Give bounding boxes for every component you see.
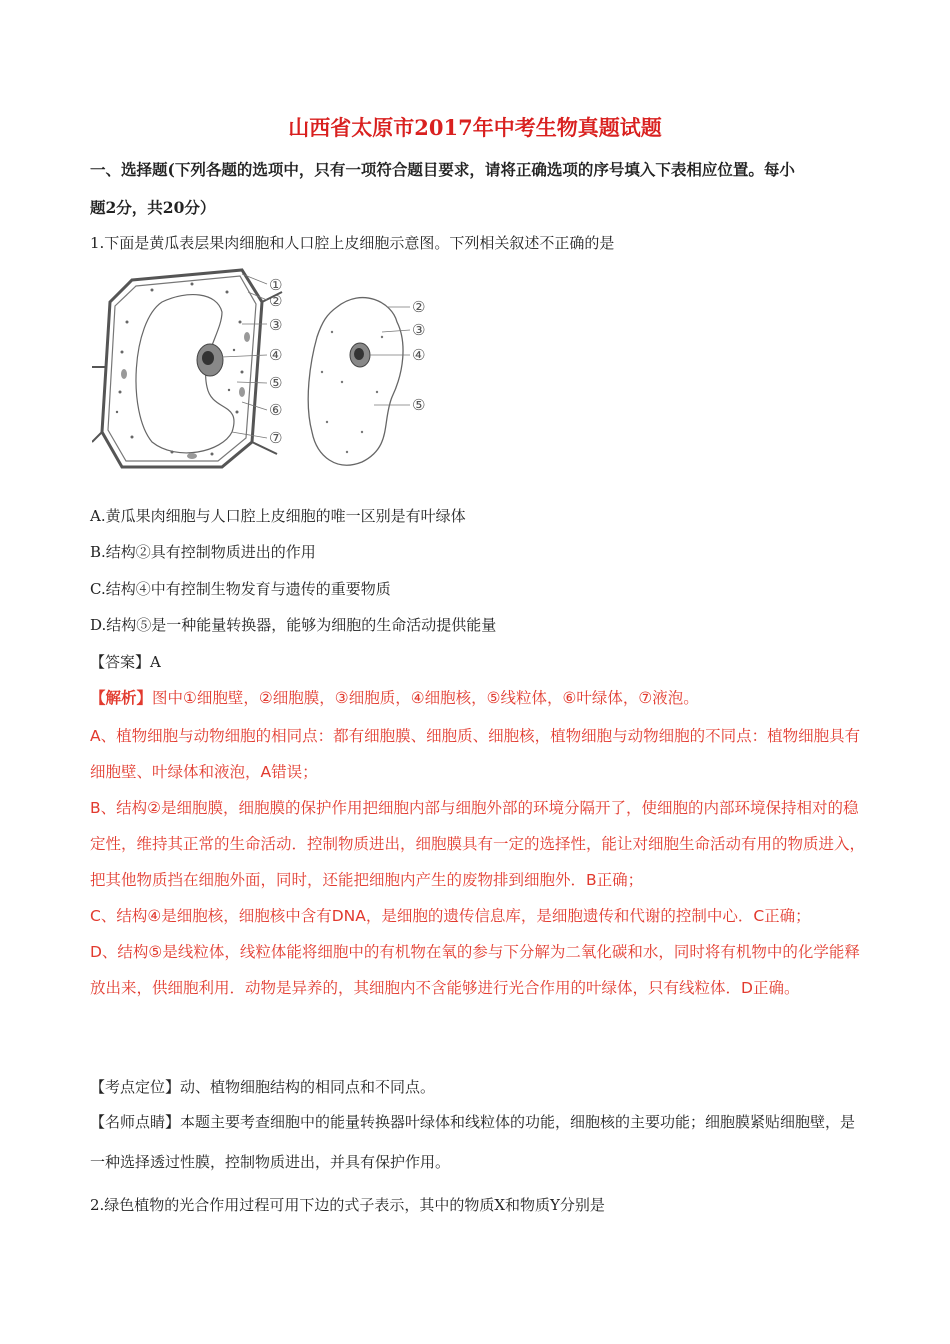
plant-cell-diagram: [92, 270, 282, 467]
analysis-c: C、结构④是细胞核，细胞核中含有DNA，是细胞的遗传信息库，是细胞遗传和代谢的控制中心．C正确；: [90, 907, 811, 925]
analysis-d: D、结构⑤是线粒体，线粒体能将细胞中的有机物在氧的参与下分解为二氧化碳和水，同时将有机物中的化学能释放出来，供细胞利用．动物是异养的，其细胞内不含能够进行光合作用的叶绿体，只有线粒体．D正确。: [90, 943, 860, 997]
section-heading-line1: 一、选择题(下列各题的选项中，只有一项符合题目要求，请将正确选项的序号填入下表相应位置。每小: [90, 160, 795, 179]
plant-label-5: ⑤: [269, 374, 283, 392]
analysis-intro-line: [90, 686, 699, 708]
animal-label-4: ④: [412, 346, 426, 364]
option-a: A.黄瓜果肉细胞与人口腔上皮细胞的唯一区别是有叶绿体: [90, 507, 466, 525]
cell-diagram-figure: [92, 262, 452, 477]
analysis-b: B、结构②是细胞膜，细胞膜的保护作用把细胞内部与细胞外部的环境分隔开了，使细胞的内部环境保持相对的稳定性，维持其正常的生命活动．控制物质进出，细胞膜具有一定的选择性，能让对细胞生命活动有用的物质进入，把其他物质挡在细胞外面，同时，还能把细胞内产生的废物排到细胞外．B正确；: [90, 799, 866, 889]
question-1-stem: 1.下面是黄瓜表层果肉细胞和人口腔上皮细胞示意图。下列相关叙述不正确的是: [90, 234, 615, 252]
analysis-tag: 【解析】: [90, 689, 153, 707]
section-heading-line2: 题2分，共20分）: [90, 198, 216, 217]
plant-label-3: ③: [269, 316, 283, 334]
plant-label-6: ⑥: [269, 401, 283, 419]
plant-label-2: ②: [269, 292, 283, 310]
question-2-stem: 2.绿色植物的光合作用过程可用下边的式子表示，其中的物质X和物质Y分别是: [90, 1196, 605, 1214]
plant-label-1: ①: [269, 276, 283, 294]
animal-label-2: ②: [412, 298, 426, 316]
animal-label-3: ③: [412, 321, 426, 339]
analysis-intro: 图中①细胞壁，②细胞膜，③细胞质，④细胞核，⑤线粒体，⑥叶绿体，⑦液泡。: [152, 689, 699, 707]
page-title: 山西省太原市2017年中考生物真题试题: [288, 115, 662, 140]
option-c: C.结构④中有控制生物发育与遗传的重要物质: [90, 580, 391, 598]
kaodian: 【考点定位】动、植物细胞结构的相同点和不同点。: [90, 1078, 436, 1096]
option-b: B.结构②具有控制物质进出的作用: [90, 543, 316, 561]
plant-label-4: ④: [269, 346, 283, 364]
plant-label-7: ⑦: [269, 429, 283, 447]
mingshi-dianjing: 【名师点睛】本题主要考查细胞中的能量转换器叶绿体和线粒体的功能，细胞核的主要功能；细胞膜紧贴细胞壁，是一种选择透过性膜，控制物质进出，并具有保护作用。: [90, 1113, 856, 1171]
animal-label-5: ⑤: [412, 396, 426, 414]
animal-cell-diagram: [308, 298, 425, 466]
option-d: D.结构⑤是一种能量转换器，能够为细胞的生命活动提供能量: [90, 616, 497, 634]
analysis-a: A、植物细胞与动物细胞的相同点：都有细胞膜、细胞质、细胞核，植物细胞与动物细胞的不同点：植物细胞具有细胞壁、叶绿体和液泡，A错误；: [90, 727, 861, 781]
answer: 【答案】A: [90, 653, 161, 671]
